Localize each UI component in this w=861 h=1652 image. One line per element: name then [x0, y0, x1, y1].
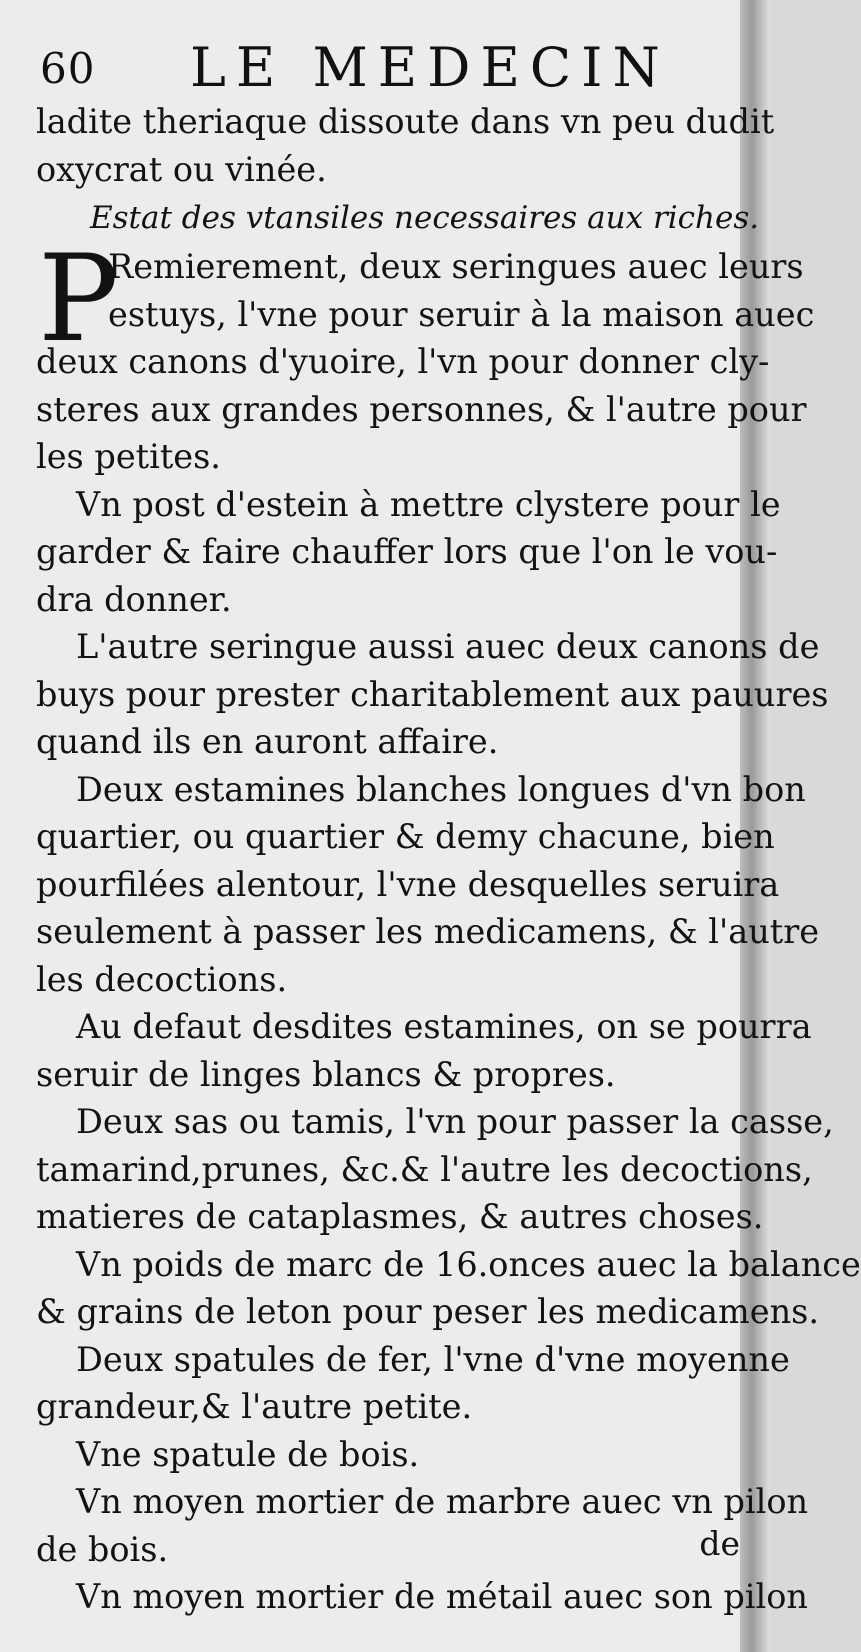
text-line: dra donner. — [36, 579, 232, 619]
paragraph — [36, 1241, 861, 1336]
text-line: de bois. — [36, 1529, 169, 1569]
text-line: Vn moyen mortier de marbre auec vn pilon — [76, 1482, 809, 1521]
text-line: Au defaut desdites estamines, on se pourra — [76, 1007, 812, 1046]
text-line: & grains de leton pour peser les medicamens. — [36, 1292, 820, 1331]
catchword: de — [699, 1524, 740, 1563]
running-title: LE MEDECIN — [190, 36, 670, 99]
text-line: ladite theriaque dissoute dans vn peu dudit — [36, 102, 775, 141]
section-heading: Estat des vtansiles necessaires aux riches. — [90, 200, 760, 236]
text-line: Vn post d'estein à mettre clystere pour le — [76, 484, 781, 524]
text-line: steres aux grandes personnes, & l'autre pour — [36, 389, 807, 429]
body-text — [36, 98, 861, 1621]
text-line: seruir de linges blancs & propres. — [36, 1054, 616, 1094]
text-line: Deux sas ou tamis, l'vn pour passer la casse, — [76, 1102, 834, 1141]
text-line: Deux spatules de fer, l'vne d'vne moyenne — [76, 1339, 790, 1379]
text-line: estuys, l'vne pour seruir à la maison auec — [108, 294, 815, 334]
page-number: 60 — [40, 44, 96, 93]
paragraph — [36, 1098, 834, 1241]
paragraph — [36, 1336, 790, 1431]
text-line: Vn poids de marc de 16.onces auec la balance — [76, 1244, 861, 1284]
paragraph — [36, 1478, 809, 1573]
page-header — [40, 36, 740, 106]
text-line: Vne spatule de bois. — [76, 1434, 420, 1474]
text-line: pourfilées alentour, l'vne desquelles seruira — [36, 864, 780, 904]
text-line: quartier, ou quartier & demy chacune, bien — [36, 817, 775, 856]
text-line: matieres de cataplasmes, & autres choses. — [36, 1197, 764, 1236]
drop-capital: P — [38, 230, 119, 369]
text-line: deux canons d'yuoire, l'vn pour donner cly- — [36, 342, 770, 381]
text-line: seulement à passer les medicamens, & l'autre — [36, 912, 820, 951]
text-line: tamarind,prunes, &c.& l'autre les decoctions, — [36, 1149, 813, 1189]
text-line: L'autre seringue aussi auec deux canons de — [76, 627, 820, 666]
text-line: Remierement, deux seringues auec leurs — [108, 247, 804, 286]
paragraph — [36, 481, 781, 624]
paragraph — [36, 1003, 812, 1098]
dropcap-paragraph — [36, 230, 815, 481]
text-line: les petites. — [36, 437, 221, 476]
text-line: Vn moyen mortier de métail auec son pilon — [76, 1577, 808, 1616]
text-line: garder & faire chauffer lors que l'on le vou- — [36, 532, 778, 571]
text-line: grandeur,& l'autre petite. — [36, 1387, 473, 1426]
paragraph — [36, 766, 820, 1004]
text-line: buys pour prester charitablement aux pauures — [36, 674, 829, 714]
text-line: les decoctions. — [36, 959, 288, 999]
text-line: Deux estamines blanches longues d'vn bon — [76, 769, 806, 809]
text-line: quand ils en auront affaire. — [36, 722, 499, 761]
text-line: oxycrat ou vinée. — [36, 149, 327, 189]
paragraph — [36, 1573, 808, 1621]
paragraph — [36, 623, 829, 766]
paragraph — [36, 1431, 756, 1479]
